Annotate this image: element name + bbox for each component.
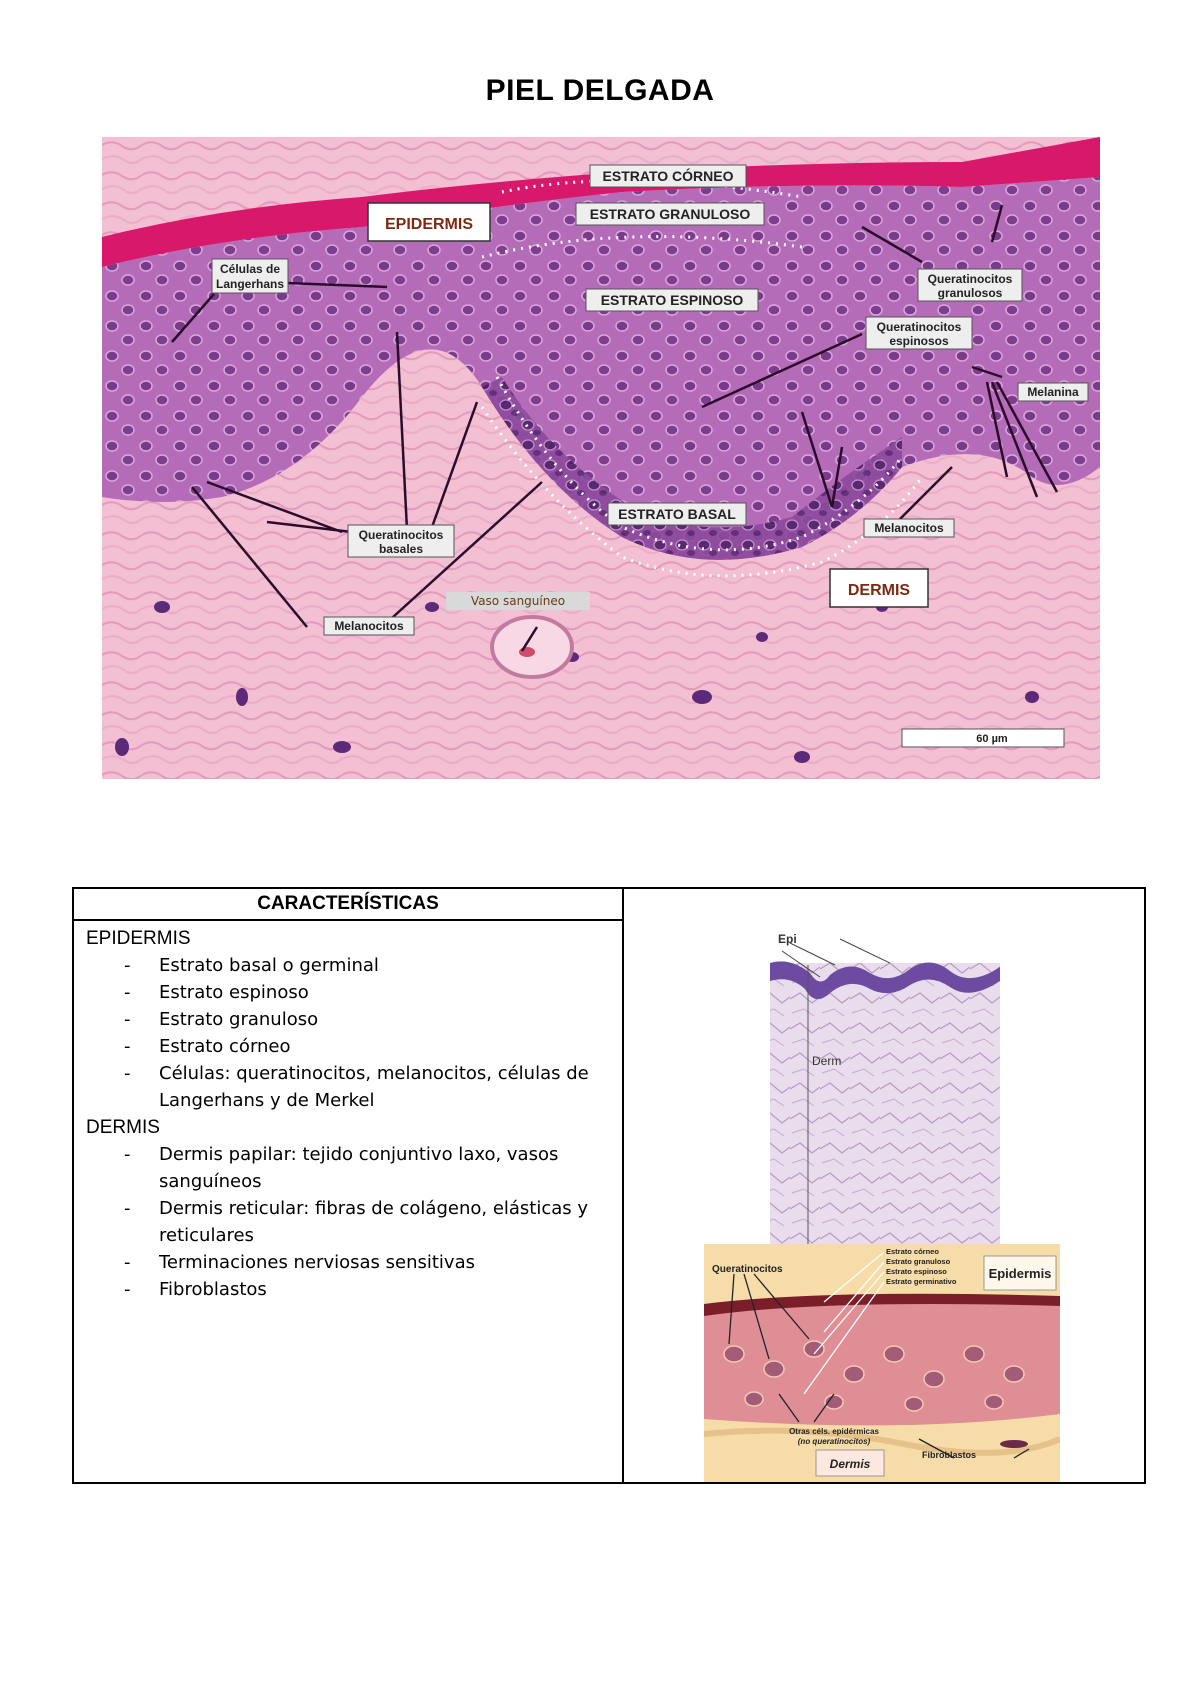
section-heading-epidermis: EPIDERMIS xyxy=(86,928,191,949)
section-heading-dermis: DERMIS xyxy=(86,1117,160,1138)
dermis-list xyxy=(86,1141,612,1303)
label-q-espinosos-2: espinosos xyxy=(889,334,949,348)
label-langerhans-2: Langerhans xyxy=(215,277,285,291)
label-q-granulosos-1: Queratinocitos xyxy=(927,272,1013,286)
label-dermis-small: Dermis xyxy=(829,1457,871,1471)
label-germinativo-small: Estrato germinativo xyxy=(886,1277,957,1286)
label-derm: Derm xyxy=(812,1054,842,1068)
thin-skin-micrograph xyxy=(102,137,1100,779)
label-melanocitos-left: Melanocitos xyxy=(334,619,404,633)
label-otras-1: Otras céls. epidérmicas xyxy=(789,1427,879,1436)
list-item: - Terminaciones nerviosas sensitivas xyxy=(86,1249,612,1276)
label-melanocitos-right: Melanocitos xyxy=(874,521,944,535)
list-item: - Dermis reticular: fibras de colágeno, elásticas y reticulares xyxy=(86,1195,612,1249)
list-item: - Dermis papilar: tejido conjuntivo laxo, vasos sanguíneos xyxy=(86,1141,612,1195)
images-cell xyxy=(623,888,1145,1483)
page-title: PIEL DELGADA xyxy=(485,74,715,107)
label-estrato-basal: ESTRATO BASAL xyxy=(618,506,736,522)
label-estrato-corneo: ESTRATO CÓRNEO xyxy=(602,168,734,184)
label-espinoso-small: Estrato espinoso xyxy=(886,1267,947,1276)
list-item: - Estrato basal o germinal xyxy=(86,952,612,979)
list-item: - Estrato espinoso xyxy=(86,979,612,1006)
label-granuloso-small: Estrato granuloso xyxy=(886,1257,951,1266)
label-dermis xyxy=(830,569,928,607)
list-item: - Células: queratinocitos, melanocitos, células de Langerhans y de Merkel xyxy=(86,1060,612,1114)
svg-text:60 µm: 60 µm xyxy=(976,733,1008,745)
label-estrato-espinoso: ESTRATO ESPINOSO xyxy=(600,292,744,308)
label-corneo-small: Estrato córneo xyxy=(886,1247,939,1256)
svg-text:EPIDERMIS: EPIDERMIS xyxy=(384,216,474,233)
epidermis-list xyxy=(86,952,612,1114)
label-vaso-sanguineo: Vaso sanguíneo xyxy=(470,594,566,608)
label-otras-2: (no queratinocitos) xyxy=(797,1437,871,1446)
high-magnification-micrograph xyxy=(704,1244,1060,1482)
label-q-espinosos-1: Queratinocitos xyxy=(876,320,962,334)
list-item: - Estrato granuloso xyxy=(86,1006,612,1033)
label-epi: Epi xyxy=(778,932,797,946)
scale-bar xyxy=(902,729,1064,747)
label-q-basales-1: Queratinocitos xyxy=(358,528,444,542)
table-header: CARACTERÍSTICAS xyxy=(74,889,622,921)
label-q-basales-2: basales xyxy=(378,542,424,556)
characteristics-cell xyxy=(73,888,623,1483)
svg-text:DERMIS: DERMIS xyxy=(847,582,911,599)
list-item: - Estrato córneo xyxy=(86,1033,612,1060)
label-epidermis-small: Epidermis xyxy=(988,1266,1052,1281)
label-estrato-granuloso: ESTRATO GRANULOSO xyxy=(589,206,751,222)
low-magnification-micrograph xyxy=(760,929,1010,1247)
label-fibroblastos: Fibroblastos xyxy=(922,1450,977,1460)
label-langerhans-1: Células de xyxy=(219,262,281,276)
characteristics-table xyxy=(72,887,1146,1484)
label-queratinocitos: Queratinocitos xyxy=(712,1264,783,1275)
label-melanina: Melanina xyxy=(1027,385,1079,399)
list-item: - Fibroblastos xyxy=(86,1276,612,1303)
label-epidermis xyxy=(368,203,490,241)
label-q-granulosos-2: granulosos xyxy=(937,286,1003,300)
